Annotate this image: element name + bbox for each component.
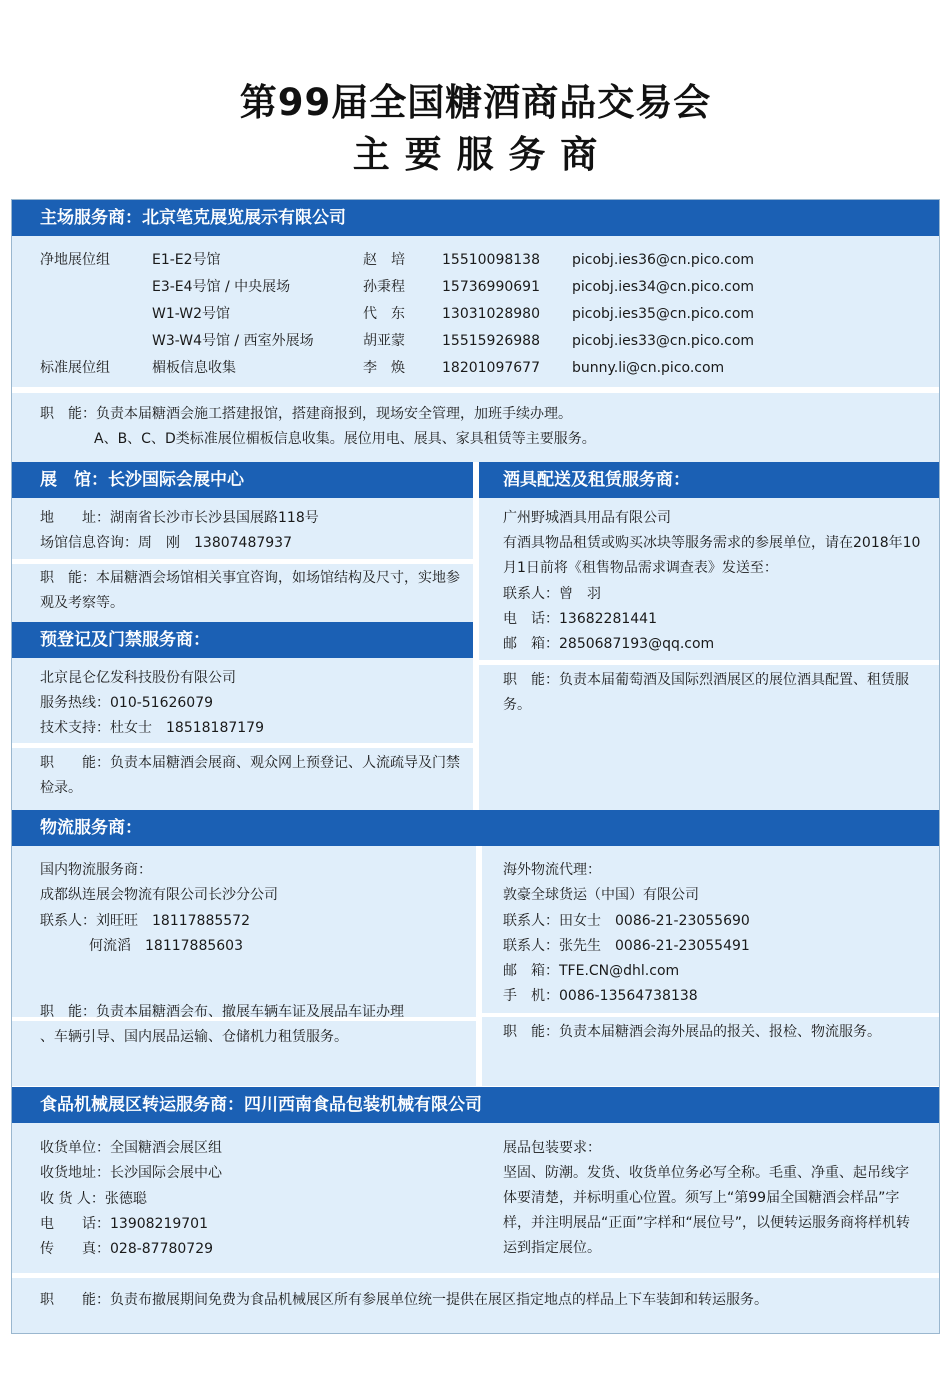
email-cell: picobj.ies33@cn.pico.com <box>572 333 755 349</box>
registration-hotline: 服务热线：010-51626079 <box>40 695 214 711</box>
main-venue-white-band <box>12 387 939 393</box>
wine-phone: 电 话：13682281441 <box>503 611 657 627</box>
wine-tools-header: 酒具配送及租赁服务商： <box>479 462 939 498</box>
food-duty: 职 能：负责布撤展期间免费为食品机械展区所有参展单位统一提供在展区指定地点的样品上下车装卸和转运服务。 <box>40 1292 768 1308</box>
hall-header: 展 馆：长沙国际会展中心 <box>12 462 473 498</box>
domestic-company: 成都纵连展会物流有限公司长沙分公司 <box>40 887 278 903</box>
domestic-duty-2: 、车辆引导、国内展品运输、仓储机力租赁服务。 <box>40 1029 348 1045</box>
domestic-contact-1: 联系人：刘旺旺 18117885572 <box>40 913 250 929</box>
phone-cell: 15515926988 <box>442 333 540 349</box>
middle-vertical-divider <box>473 462 479 810</box>
food-machinery-header: 食品机械展区转运服务商：四川西南食品包装机械有限公司 <box>12 1087 939 1123</box>
hall-cell: E3-E4号馆 / 中央展场 <box>152 279 291 295</box>
hall-cell: E1-E2号馆 <box>152 252 221 268</box>
domestic-title: 国内物流服务商： <box>40 862 152 878</box>
name-cell: 孙秉程 <box>363 279 405 295</box>
food-phone: 电 话：13908219701 <box>40 1216 208 1232</box>
phone-cell: 15736990691 <box>442 279 540 295</box>
overseas-email: 邮 箱：TFE.CN@dhl.com <box>503 963 680 979</box>
overseas-title: 海外物流代理： <box>503 862 601 878</box>
food-fax: 传 真：028-87780729 <box>40 1241 214 1257</box>
food-recipient: 收 货 人：张德聪 <box>40 1191 147 1207</box>
email-cell: bunny.li@cn.pico.com <box>572 360 725 376</box>
main-venue-duty-1: 职 能：负责本届糖酒会施工搭建报馆，搭建商报到，现场安全管理，加班手续办理。 <box>40 406 572 422</box>
packing-title: 展品包装要求： <box>503 1140 601 1156</box>
email-cell: picobj.ies36@cn.pico.com <box>572 252 755 268</box>
logistics-left-body <box>12 846 476 1086</box>
overseas-contact-2: 联系人：张先生 0086-21-23055491 <box>503 938 750 954</box>
hall-white-band <box>12 559 473 564</box>
hall-consult: 场馆信息咨询：周 刚 13807487937 <box>40 535 292 551</box>
wine-email: 邮 箱：2850687193@qq.com <box>503 636 715 652</box>
group1-label: 净地展位组 <box>40 252 110 268</box>
domestic-duty-1: 职 能：负责本届糖酒会布、撤展车辆车证及展品车证办理 <box>40 1004 404 1020</box>
phone-cell: 18201097677 <box>442 360 540 376</box>
wine-contact: 联系人：曾 羽 <box>503 586 601 602</box>
food-machinery-white-band <box>12 1273 939 1278</box>
wine-notice: 有酒具物品租赁或购买冰块等服务需求的参展单位，请在2018年10月1日前将《租售物品需求调查表》发送至： <box>503 535 921 576</box>
registration-company: 北京昆仑亿发科技股份有限公司 <box>40 670 236 686</box>
overseas-mobile: 手 机：0086-13564738138 <box>503 988 698 1004</box>
food-address: 收货地址：长沙国际会展中心 <box>40 1165 222 1181</box>
overseas-company: 敦豪全球货运（中国）有限公司 <box>503 887 699 903</box>
email-cell: picobj.ies35@cn.pico.com <box>572 306 755 322</box>
name-cell: 代 东 <box>363 306 405 322</box>
phone-cell: 13031028980 <box>442 306 540 322</box>
main-venue-duty-2: A、B、C、D类标准展位楣板信息收集。展位用电、展具、家具租赁等主要服务。 <box>94 431 596 447</box>
registration-header: 预登记及门禁服务商： <box>12 622 473 658</box>
name-cell: 胡亚蒙 <box>363 333 405 349</box>
hall-cell: 楣板信息收集 <box>152 360 236 376</box>
food-receiver: 收货单位：全国糖酒会展区组 <box>40 1140 222 1156</box>
hall-cell: W3-W4号馆 / 西室外展场 <box>152 333 314 349</box>
name-cell: 赵 培 <box>363 252 405 268</box>
domestic-contact-2: 何流滔 18117885603 <box>89 938 243 954</box>
logistics-header: 物流服务商： <box>12 810 939 846</box>
registration-white-band <box>12 743 473 748</box>
logistics-right-white-band <box>482 1013 939 1017</box>
hall-duty: 职 能：本届糖酒会场馆相关事宜咨询，如场馆结构及尺寸，实地参观及考察等。 <box>40 570 460 611</box>
main-venue-header: 主场服务商：北京笔克展览展示有限公司 <box>12 200 939 236</box>
overseas-contact-1: 联系人：田女士 0086-21-23055690 <box>503 913 750 929</box>
wine-duty: 职 能：负责本届葡萄酒及国际烈酒展区的展位酒具配置、租赁服务。 <box>503 672 909 713</box>
wine-white-band <box>479 660 939 665</box>
group2-label: 标准展位组 <box>40 360 110 376</box>
registration-duty: 职 能：负责本届糖酒会展商、观众网上预登记、人流疏导及门禁检录。 <box>40 755 460 796</box>
hall-cell: W1-W2号馆 <box>152 306 230 322</box>
registration-support: 技术支持：杜女士 18518187179 <box>40 720 264 736</box>
page-subtitle: 主 要 服 务 商 <box>352 133 599 176</box>
email-cell: picobj.ies34@cn.pico.com <box>572 279 755 295</box>
wine-company: 广州野城酒具用品有限公司 <box>503 510 671 526</box>
overseas-duty: 职 能：负责本届糖酒会海外展品的报关、报检、物流服务。 <box>503 1024 881 1040</box>
packing-text: 坚固、防潮。发货、收货单位务必写全称。毛重、净重、起吊线字体要清楚，并标明重心位置。须写上“第99届全国糖酒会样品”字样，并注明展品“正面”字样和“展位号”，以便转运服务商将样机转运到指定展位。 <box>503 1165 911 1256</box>
name-cell: 李 焕 <box>363 360 405 376</box>
logistics-vertical-divider <box>476 846 482 1086</box>
hall-address: 地 址：湖南省长沙市长沙县国展路118号 <box>40 510 319 526</box>
phone-cell: 15510098138 <box>442 252 540 268</box>
page-title: 第99届全国糖酒商品交易会 <box>239 81 712 124</box>
